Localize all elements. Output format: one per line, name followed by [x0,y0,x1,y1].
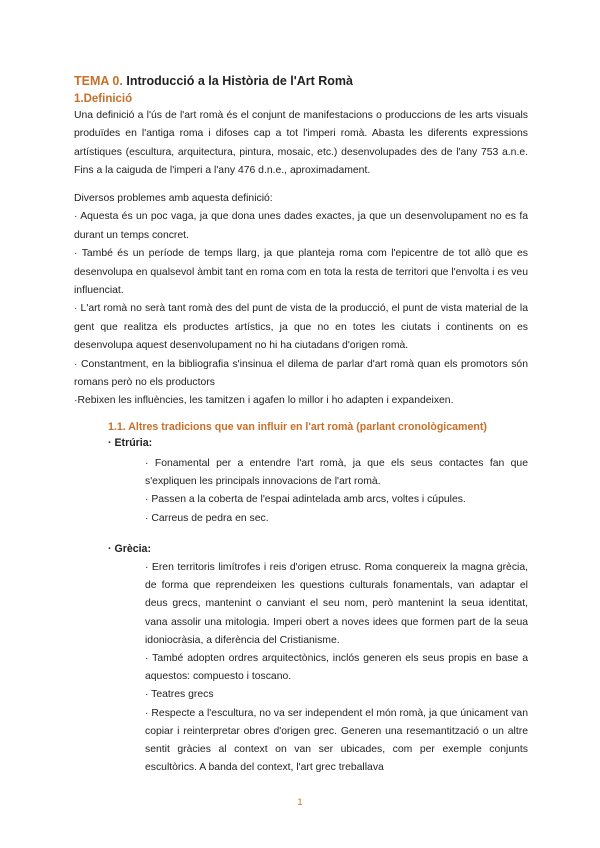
problem-item: · També és un període de temps llarg, ja que planteja roma com l'epicentre de tot allò que es desenvolupa en qualsevol àmbit tant en roma com en tota la resta de territori que l'envolta i es veu influenciat. [74,248,528,297]
problem-item: ·Rebixen les influències, les tamitzen i agafen lo millor i ho adapten i expandeixen. [74,395,454,407]
list-item: · Carreus de pedra en sec. [145,512,269,524]
title-tag: TEMA 0. [74,74,123,88]
problem-item: · Constantment, en la bibliografia s'insinua el dilema de parlar d'art romà quan els promotors són romans però no els productors [74,358,528,389]
list-item: · També adopten ordres arquitectònics, inclós generen els seus propis en base a aquestos: compuesto i toscano. [145,653,528,683]
problems-block [74,190,528,411]
etruria-list [145,455,528,528]
subsection-heading: 1.1. Altres tradicions que van influir en l'art romà (parlant cronològicament) [108,421,487,433]
list-item: · Fonamental per a entendre l'art romà, ja que els seus contactes fan que s'expliquen les principals innovacions de l'art romà. [145,458,528,488]
etruria-label: · Etrúria: [108,437,153,449]
problem-item: · L'art romà no serà tant romà des del punt de vista de la producció, el punt de vista material de la gent que realitza els productes artístics, ja que no en totes les ciutats i continents on es desenvolupa aquest desenvolupament no hi ha ciutadans d'origen romà. [74,303,528,352]
list-item: · Teatres grecs [145,689,214,701]
grecia-list [145,559,528,777]
list-item: · Respecte a l'escultura, no va ser independent el món romà, ja que únicament van copiar i reinterpretar obres d'origen grec. Generen una resemantització o un altre sentit gràcies al context on van ser ubicades, com per exemple conjunts escultòrics. A banda del context, l'art grec treballava [145,707,528,774]
title-text: Introducció a la Història de l'Art Romà [126,74,353,88]
list-item: · Eren territoris limítrofes i reis d'origen etrusc. Roma conquereix la magna grècia, de forma que reprendeixen les questions culturals fonamentals, van adaptar el deus grecs, mantenint o canviant el seu nom, però mantenint la seua identitat, vana assolir una mitologia. Imperi obert a noves idees que formen part de la seua idoniocràsia, a diferència del Cristianisme. [145,562,528,646]
page-title [74,74,353,88]
page-number: 1 [297,797,303,807]
section-heading-definition: 1.Definició [74,93,133,105]
list-item: · Passen a la coberta de l'espai adintelada amb arcs, voltes i cúpules. [145,494,466,506]
problems-intro: Diversos problemes amb aquesta definició: [74,193,273,204]
grecia-label: · Grècia: [108,543,151,555]
problem-item: · Aquesta és un poc vaga, ja que dona unes dades exactes, ja que un desenvolupament no es fa durant un temps concret. [74,211,528,241]
definition-paragraph: Una definició a l'ús de l'art romà és el conjunt de manifestacions o produccions de les arts visuals produïdes en l'antiga roma i difoses cap a tot l'imperi romà. Abasta les diferents expressions artístiques (escultura, arquitectura, pintura, mosaic, etc.) desenvolupades des de l'any 753 a.n.e. Fins a la caiguda de l'imperi a l'any 476 d.n.e., aproximadament. [74,110,528,177]
